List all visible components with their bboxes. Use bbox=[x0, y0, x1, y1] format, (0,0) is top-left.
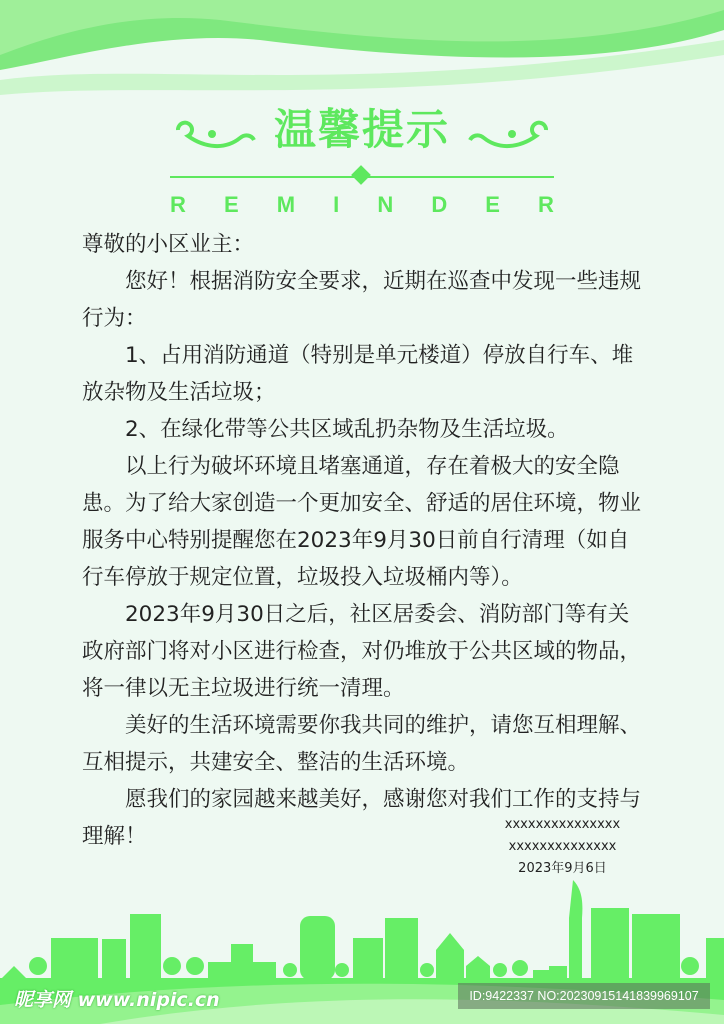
signature bbox=[480, 814, 645, 880]
left-flourish-icon bbox=[170, 114, 260, 154]
paragraph: 美好的生活环境需要你我共同的维护，请您互相理解、互相提示，共建安全、整洁的生活环境。 bbox=[82, 713, 642, 775]
letter: N bbox=[377, 192, 394, 217]
salutation: 尊敬的小区业主： bbox=[82, 232, 255, 257]
letter: M bbox=[276, 192, 296, 217]
paragraph: 您好！根据消防安全要求，近期在巡查中发现一些违规行为： bbox=[82, 269, 642, 331]
paragraph: 2、在绿化带等公共区域乱扔杂物及生活垃圾。 bbox=[125, 417, 569, 442]
letter: E bbox=[485, 192, 500, 217]
signature-line-1: xxxxxxxxxxxxxxx bbox=[504, 817, 621, 832]
signature-date: 2023年9月6日 bbox=[518, 861, 607, 876]
letter: D bbox=[431, 192, 448, 217]
paragraph: 愿我们的家园越来越美好，感谢您对我们工作的支持与理解！ bbox=[82, 787, 642, 849]
watermark-logo: 昵享网 www.nipic.cn bbox=[14, 989, 220, 1011]
signature-line-2: xxxxxxxxxxxxxx bbox=[508, 839, 617, 854]
diamond-icon bbox=[351, 165, 371, 185]
letter: E bbox=[223, 192, 239, 217]
subtitle-reminder bbox=[170, 192, 554, 218]
paragraph: 以上行为破坏环境且堵塞通道，存在着极大的安全隐患。为了给大家创造一个更加安全、舒适的居住环境，物业服务中心特别提醒您在2023年9月30日前自行清理（如自行车停放于规定位置，垃圾投入垃圾桶内等）。 bbox=[82, 454, 642, 590]
paragraph: 1、占用消防通道（特别是单元楼道）停放自行车、堆放杂物及生活垃圾； bbox=[82, 343, 634, 405]
notice-body bbox=[82, 226, 647, 855]
letter: R bbox=[170, 192, 186, 217]
letter: I bbox=[333, 192, 340, 217]
page-title: 温馨提示 bbox=[273, 105, 450, 154]
top-wave-decoration bbox=[0, 0, 724, 110]
watermark-id: ID:9422337 NO:20230915141839969107 bbox=[458, 983, 710, 1009]
header bbox=[170, 100, 554, 217]
paragraph: 2023年9月30日之后，社区居委会、消防部门等有关政府部门将对小区进行检查，对仍堆放于公共区域的物品，将一律以无主垃圾进行统一清理。 bbox=[82, 602, 642, 701]
letter: R bbox=[538, 192, 554, 217]
right-flourish-icon bbox=[464, 114, 554, 154]
